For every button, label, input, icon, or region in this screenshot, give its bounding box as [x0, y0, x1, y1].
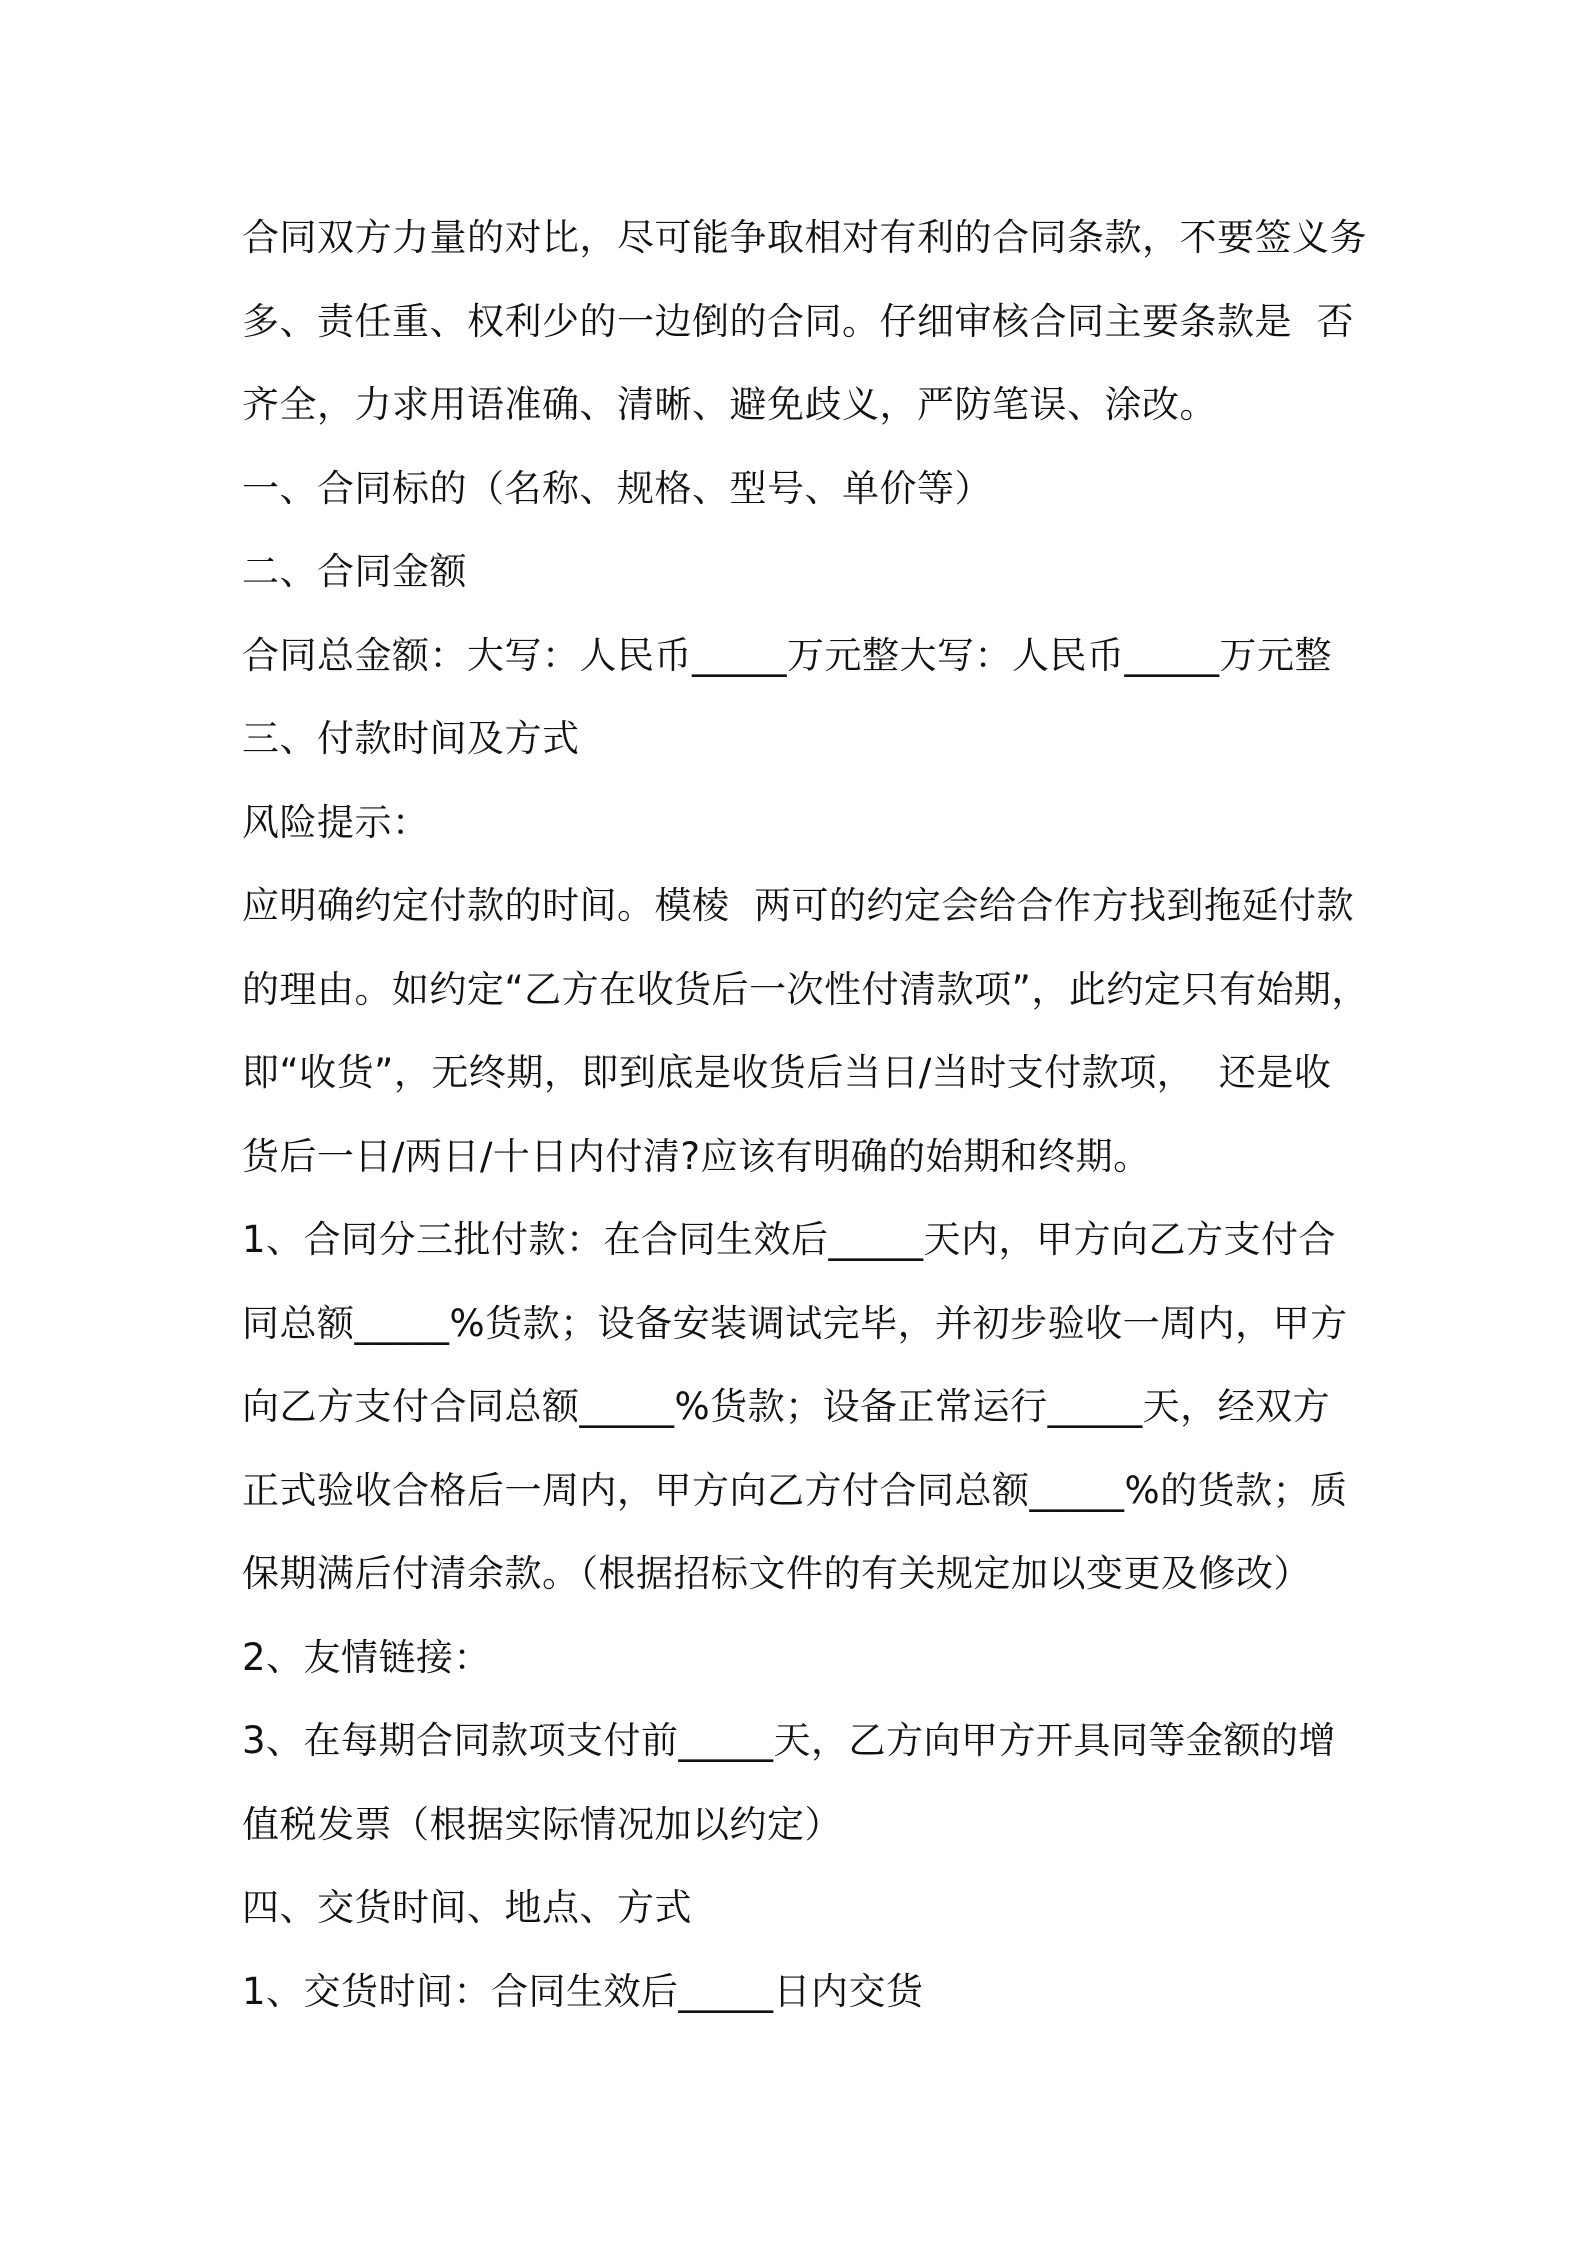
section-heading: 二、合同金额 — [242, 550, 467, 593]
text-line: 正式验收合格后一周内，甲方向乙方付合同总额_____%的货款；质 — [242, 1468, 1348, 1512]
text-line: 多、责任重、权利少的一边倒的合同。仔细审核合同主要条款是 否 — [242, 299, 1355, 343]
text-line: 值税发票（根据实际情况加以约定） — [242, 1802, 842, 1846]
text-line: 的理由。如约定“乙方在收货后一次性付清款项”，此约定只有始期， — [242, 967, 1369, 1011]
text-line: 同总额_____%货款；设备安装调试完毕，并初步验收一周内，甲方 — [242, 1301, 1348, 1345]
text-line: 即“收货”，无终期，即到底是收货后当日/当时支付款项， 还是收 — [242, 1051, 1332, 1094]
text-line: 合同总金额：大写：人民币_____万元整大写：人民币_____万元整 — [242, 633, 1332, 677]
text-line: 3、在每期合同款项支付前_____天，乙方向甲方开具同等金额的增 — [242, 1719, 1337, 1762]
section-heading: 一、合同标的（名称、规格、型号、单价等） — [242, 466, 992, 510]
document-body — [242, 196, 1369, 2033]
text-line: 风险提示： — [242, 800, 430, 844]
text-line: 合同双方力量的对比，尽可能争取相对有利的合同条款，不要签义务 — [242, 216, 1367, 259]
text-line: 齐全，力求用语准确、清晰、避免歧义，严防笔误、涂改。 — [242, 383, 1217, 426]
text-line: 保期满后付清余款。（根据招标文件的有关规定加以变更及修改） — [242, 1552, 1311, 1595]
section-heading: 四、交货时间、地点、方式 — [242, 1886, 692, 1929]
text-line: 货后一日/两日/十日内付清?应该有明确的始期和终期。 — [242, 1134, 1151, 1178]
text-line: 1、合同分三批付款：在合同生效后_____天内，甲方向乙方支付合 — [242, 1218, 1337, 1261]
text-line: 1、交货时间：合同生效后_____日内交货 — [242, 1969, 924, 2013]
text-line: 向乙方支付合同总额_____%货款；设备正常运行_____天，经双方 — [242, 1385, 1331, 1428]
section-heading: 三、付款时间及方式 — [242, 717, 580, 760]
text-line: 应明确约定付款的时间。模棱 两可的约定会给合作方找到拖延付款 — [242, 884, 1355, 927]
text-line: 2、友情链接： — [242, 1635, 492, 1679]
